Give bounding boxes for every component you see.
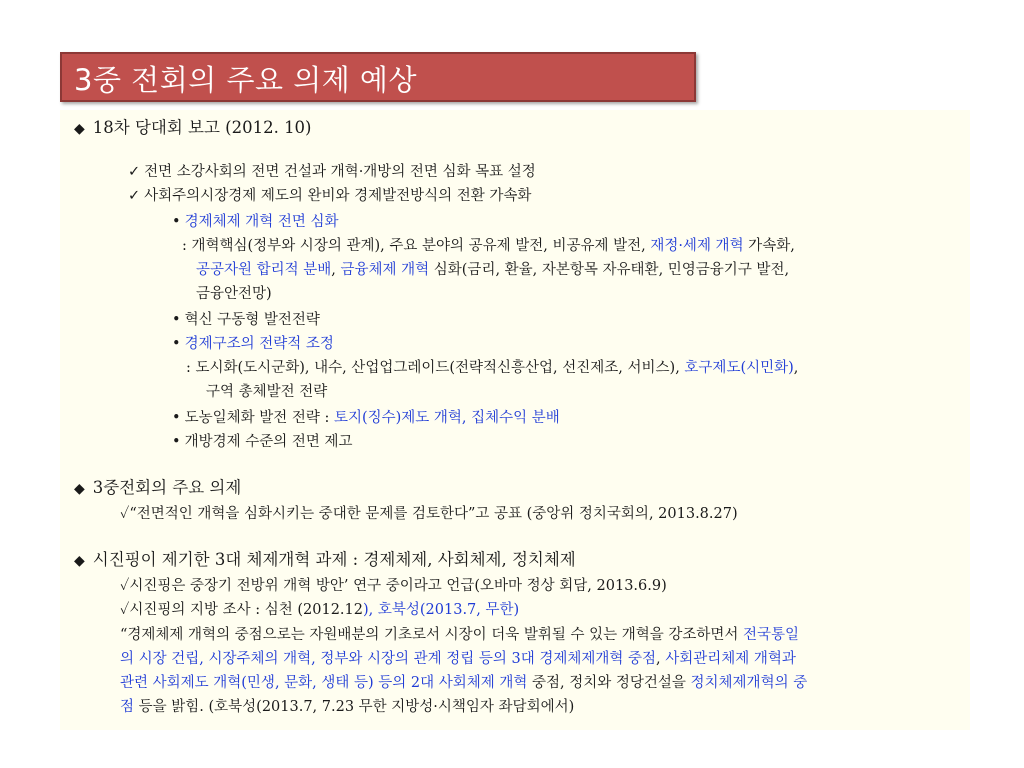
check-icon: ✓ (120, 578, 130, 594)
structural-detail-2: 구역 총체발전 전략 (206, 384, 328, 400)
check-icon: ✓ (128, 164, 141, 180)
bullet-structural-adjustment: • 경제구조의 전략적 조정 (172, 336, 334, 352)
check-icon: ✓ (128, 188, 141, 204)
bullet-innovation: • 혁신 구동형 발전전략 (172, 312, 320, 328)
section3-heading: 시진핑이 제기한 3대 체제개혁 과제 : 경제체제, 사회체제, 정치체제 (92, 550, 576, 569)
diamond-bullet-icon: ◆ (74, 553, 85, 569)
section2-heading-line (74, 478, 241, 499)
section3-check1: ✓시진핑은 중장기 전방위 개혁 방안’ 연구 중이라고 언급(오바마 정상 회담, 2013.6.9) (120, 578, 667, 594)
slide-title-bar (60, 52, 696, 102)
bullet-urban-rural: • 도농일체화 발전 전략 : 토지(징수)제도 개혁, 집체수익 분배 (172, 410, 560, 426)
economic-reform-detail-3: 금융안전망) (196, 286, 272, 302)
section1-heading-line (74, 118, 312, 139)
bullet-icon: • (172, 312, 181, 328)
bullet-open-economy: • 개방경제 수준의 전면 제고 (172, 434, 353, 450)
slide-title: 3중 전회의 주요 의제 예상 (74, 63, 417, 97)
quote-line-4: 점 등을 밝힘. (호북성(2013.7, 7.23 무한 지방성·시책임자 좌담회에서) (120, 699, 575, 715)
section3-check2: ✓시진핑의 지방 조사 : 심천 (2012.12), 호북성(2013.7, 무한) (120, 602, 520, 618)
bullet-economic-reform: • 경제체제 개혁 전면 심화 (172, 214, 339, 230)
bullet-icon: • (172, 410, 181, 426)
content-box (60, 110, 970, 730)
section1-check2: ✓ 사회주의시장경제 제도의 완비와 경제발전방식의 전환 가속화 (128, 188, 532, 204)
bullet-icon: • (172, 336, 181, 352)
section1-check1: ✓ 전면 소강사회의 전면 건설과 개혁·개방의 전면 심화 목표 설정 (128, 164, 536, 180)
section2-announcement: ✓“전면적인 개혁을 심화시키는 중대한 문제를 검토한다”고 공표 (중앙위 정치국회의, 2013.8.27) (120, 506, 738, 522)
section3-heading-line (74, 550, 576, 571)
quote-line-1: “경제체제 개혁의 중점으로는 자원배분의 기초로서 시장이 더욱 발휘될 수 있는 개혁을 강조하면서 전국통일 (120, 627, 800, 643)
economic-reform-detail-1: : 개혁핵심(정부와 시장의 관계), 주요 분야의 공유제 발전, 비공유제 발전, 재정·세제 개혁 가속화, (182, 238, 795, 254)
economic-reform-detail-2: 공공자원 합리적 분배, 금융체제 개혁 심화(금리, 환율, 자본항목 자유태환, 민영금융기구 발전, (196, 262, 790, 278)
quote-line-2: 의 시장 건립, 시장주체의 개혁, 정부와 시장의 관계 정립 등의 3대 경제체제개혁 중점, 사회관리체제 개혁과 (120, 651, 796, 667)
section1-heading: 18차 당대회 보고 (2012. 10) (92, 118, 312, 137)
section2-heading: 3중전회의 주요 의제 (92, 478, 242, 497)
check-icon: ✓ (120, 506, 130, 522)
bullet-icon: • (172, 434, 181, 450)
bullet-icon: • (172, 214, 181, 230)
structural-detail-1: : 도시화(도시군화), 내수, 산업업그레이드(전략적신흥산업, 선진제조, 서비스), 호구제도(시민화), (186, 360, 799, 376)
diamond-bullet-icon: ◆ (74, 481, 85, 497)
quote-line-3: 관련 사회제도 개혁(민생, 문화, 생태 등) 등의 2대 사회체제 개혁 중점, 정치와 정당건설을 정치체제개혁의 중 (120, 675, 808, 691)
diamond-bullet-icon: ◆ (74, 121, 85, 137)
check-icon: ✓ (120, 602, 130, 618)
